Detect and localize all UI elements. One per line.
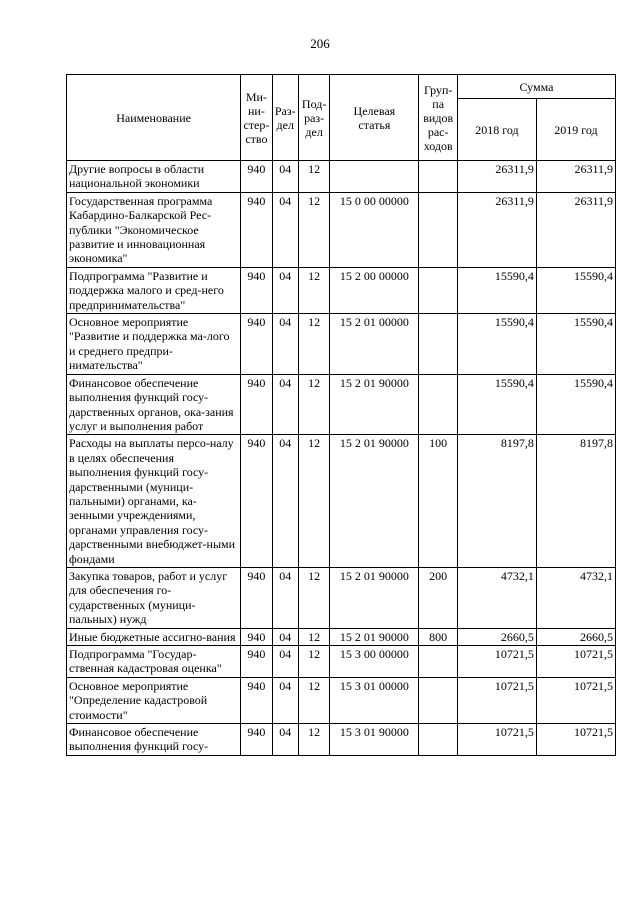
row-name-cell: Подпрограмма "Государ-ственная кадастровая оценка" [67,646,241,678]
row-target-article-cell: 15 3 00 00000 [330,646,419,678]
row-target-article-cell: 15 2 01 90000 [330,628,419,645]
row-expense-group-cell [419,192,457,267]
row-sum-2018-cell: 15590,4 [457,267,536,313]
row-target-article-cell: 15 2 01 90000 [330,374,419,435]
header-subsection: Под- раз- дел [298,75,329,161]
row-name-cell: Расходы на выплаты персо-налу в целях обеспечения выполнения функций госу-дарственными (муници-пальными) органами, ка-зенными учреждениями, органами управления госу-дарственными внебюджет-ными фондами [67,435,241,568]
row-target-article-cell: 15 3 01 00000 [330,677,419,723]
row-expense-group-cell [419,374,457,435]
row-subsection-cell: 12 [298,314,329,375]
row-subsection-cell: 12 [298,374,329,435]
row-ministry-cell: 940 [241,267,272,313]
row-section-cell: 04 [272,267,298,313]
row-sum-2018-cell: 10721,5 [457,677,536,723]
row-ministry-cell: 940 [241,161,272,193]
row-section-cell: 04 [272,314,298,375]
table-header [67,75,616,161]
row-ministry-cell: 940 [241,314,272,375]
table-row [67,567,616,628]
row-name-cell: Финансовое обеспечение выполнения функций госу- [67,724,241,756]
table-row [67,314,616,375]
table-row [67,374,616,435]
row-sum-2019-cell: 2660,5 [536,628,615,645]
row-sum-2019-cell: 8197,8 [536,435,615,568]
row-name-cell: Подпрограмма "Развитие и поддержка малого и сред-него предпринимательства" [67,267,241,313]
table-row [67,677,616,723]
row-sum-2018-cell: 26311,9 [457,161,536,193]
row-section-cell: 04 [272,628,298,645]
header-year-2019: 2019 год [536,99,615,161]
row-subsection-cell: 12 [298,677,329,723]
row-sum-2019-cell: 15590,4 [536,314,615,375]
row-sum-2019-cell: 15590,4 [536,267,615,313]
row-subsection-cell: 12 [298,435,329,568]
row-target-article-cell: 15 2 01 90000 [330,567,419,628]
row-section-cell: 04 [272,677,298,723]
header-section: Раз- дел [272,75,298,161]
row-target-article-cell: 15 2 00 00000 [330,267,419,313]
row-section-cell: 04 [272,435,298,568]
row-target-article-cell: 15 2 01 00000 [330,314,419,375]
header-year-2018: 2018 год [457,99,536,161]
row-expense-group-cell [419,267,457,313]
row-name-cell: Основное мероприятие "Развитие и поддержка ма-лого и среднего предпри-нимательства" [67,314,241,375]
row-expense-group-cell [419,724,457,756]
row-section-cell: 04 [272,374,298,435]
table-row [67,628,616,645]
header-expense-group: Груп- па видов рас- ходов [419,75,457,161]
row-section-cell: 04 [272,192,298,267]
row-section-cell: 04 [272,724,298,756]
row-subsection-cell: 12 [298,192,329,267]
row-section-cell: 04 [272,567,298,628]
row-name-cell: Закупка товаров, работ и услуг для обеспечения го-сударственных (муници-пальных) нужд [67,567,241,628]
page-number: 206 [310,36,330,51]
row-subsection-cell: 12 [298,628,329,645]
row-subsection-cell: 12 [298,646,329,678]
row-sum-2018-cell: 26311,9 [457,192,536,267]
row-ministry-cell: 940 [241,724,272,756]
row-ministry-cell: 940 [241,677,272,723]
row-expense-group-cell: 200 [419,567,457,628]
table-row [67,161,616,193]
row-name-cell: Другие вопросы в области национальной экономики [67,161,241,193]
table-row [67,192,616,267]
row-subsection-cell: 12 [298,267,329,313]
row-sum-2019-cell: 26311,9 [536,161,615,193]
row-sum-2018-cell: 10721,5 [457,724,536,756]
row-sum-2018-cell: 10721,5 [457,646,536,678]
table-row [67,435,616,568]
row-sum-2018-cell: 4732,1 [457,567,536,628]
row-name-cell: Государственная программа Кабардино-Балкарской Рес-публики "Экономическое развитие и инновационная экономика" [67,192,241,267]
row-sum-2019-cell: 10721,5 [536,646,615,678]
table-row [67,646,616,678]
row-sum-2019-cell: 10721,5 [536,677,615,723]
header-sum: Сумма [457,75,615,99]
row-sum-2019-cell: 26311,9 [536,192,615,267]
row-ministry-cell: 940 [241,567,272,628]
header-target-article: Целевая статья [330,75,419,161]
row-sum-2018-cell: 2660,5 [457,628,536,645]
row-name-cell: Финансовое обеспечение выполнения функций госу-дарственных органов, ока-зания услуг и выполнения работ [67,374,241,435]
row-sum-2019-cell: 10721,5 [536,724,615,756]
row-expense-group-cell [419,314,457,375]
row-ministry-cell: 940 [241,646,272,678]
row-sum-2018-cell: 15590,4 [457,314,536,375]
row-section-cell: 04 [272,161,298,193]
row-target-article-cell [330,161,419,193]
row-ministry-cell: 940 [241,628,272,645]
row-ministry-cell: 940 [241,192,272,267]
row-sum-2019-cell: 15590,4 [536,374,615,435]
row-subsection-cell: 12 [298,567,329,628]
row-name-cell: Иные бюджетные ассигно-вания [67,628,241,645]
row-expense-group-cell [419,161,457,193]
row-expense-group-cell: 100 [419,435,457,568]
row-subsection-cell: 12 [298,724,329,756]
row-target-article-cell: 15 0 00 00000 [330,192,419,267]
header-name: Наименование [67,75,241,161]
row-name-cell: Основное мероприятие "Определение кадастровой стоимости" [67,677,241,723]
row-sum-2018-cell: 8197,8 [457,435,536,568]
row-section-cell: 04 [272,646,298,678]
row-sum-2019-cell: 4732,1 [536,567,615,628]
row-ministry-cell: 940 [241,374,272,435]
table-row [67,267,616,313]
row-sum-2018-cell: 15590,4 [457,374,536,435]
header-ministry: Ми- ни- стер- ство [241,75,272,161]
budget-table [66,74,616,756]
row-ministry-cell: 940 [241,435,272,568]
row-expense-group-cell [419,677,457,723]
table-row [67,724,616,756]
row-target-article-cell: 15 3 01 90000 [330,724,419,756]
row-expense-group-cell: 800 [419,628,457,645]
row-expense-group-cell [419,646,457,678]
row-subsection-cell: 12 [298,161,329,193]
table-body [67,161,616,756]
row-target-article-cell: 15 2 01 90000 [330,435,419,568]
